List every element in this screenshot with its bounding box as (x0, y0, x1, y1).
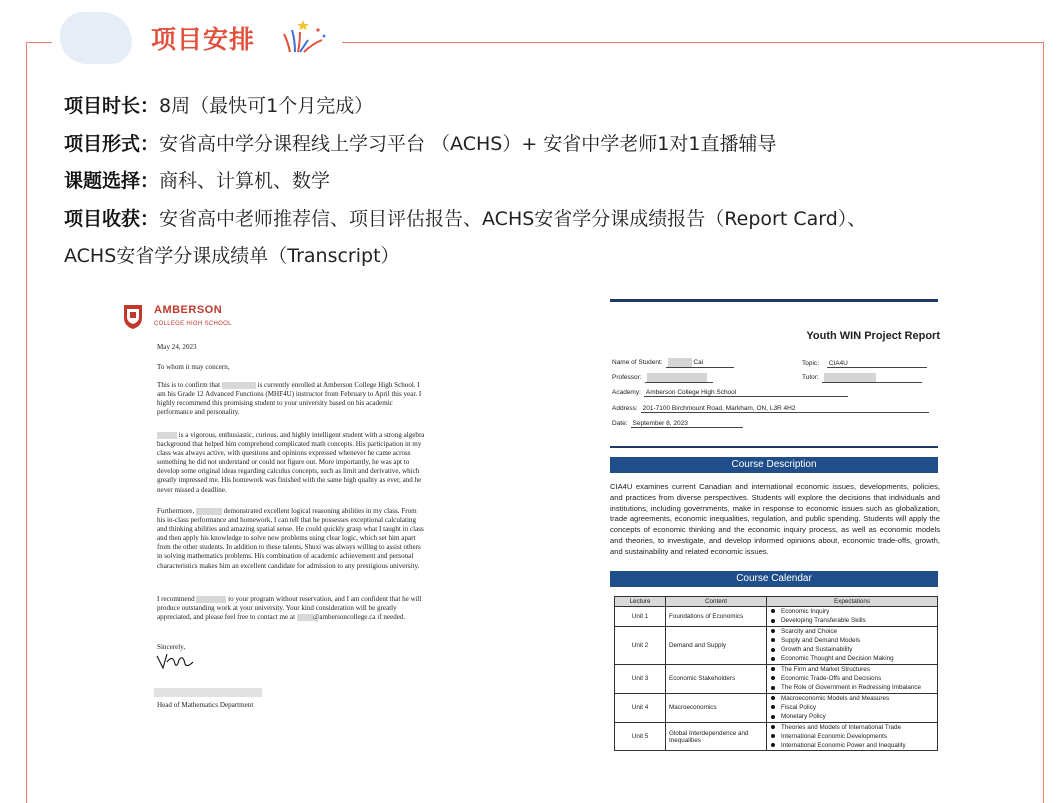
expectation-item (769, 636, 935, 645)
expectations-cell (767, 693, 938, 722)
tutor-label: Tutor: (802, 374, 819, 382)
title-backdrop-shape (60, 12, 132, 64)
table-header-row (615, 597, 938, 607)
letter-salutation: To whom it may concern, (157, 363, 230, 371)
redacted-name (196, 596, 226, 603)
recommendation-letter (110, 290, 450, 750)
expectations-cell (767, 664, 938, 693)
content-cell: Foundations of Economics (666, 607, 767, 627)
student-value: Cai (693, 359, 704, 367)
school-crest-icon (122, 302, 144, 330)
table-row (615, 722, 938, 751)
expectation-text: Growth and Sustainability (781, 646, 853, 654)
expectation-item (769, 732, 935, 741)
letter-paragraph-3 (157, 507, 425, 571)
field-academy (612, 389, 848, 397)
field-address (612, 405, 929, 413)
course-calendar-heading: Course Calendar (610, 571, 938, 587)
expectation-text: Monetary Policy (781, 713, 826, 721)
letter-paragraph-2 (157, 431, 425, 495)
bullet-icon (771, 743, 775, 747)
letter-paragraph-4 (157, 595, 425, 622)
expectation-item (769, 627, 935, 636)
course-description-text: CIA4U examines current Canadian and international economic issues, developments, policies, and practices from diverse perspectives. Students will explore the decisions that individuals and institutions, including governments, make in response to economic issues such as globalization, trade agreements, economic inequalities, regulation, and public spending. Students will apply the concepts of economic thinking and the economic inquiry process, as well as economic models and theories, to investigate, and develop informed opinions about, economic trade-offs, growth, and sustainability and related economic issues. (610, 482, 940, 556)
format-label: 项目形式： (64, 132, 160, 155)
info-row-outcome (64, 201, 1044, 239)
expectations-cell (767, 722, 938, 751)
expectation-item (769, 616, 935, 625)
project-report (608, 296, 942, 756)
topic-label: Topic： (802, 360, 824, 367)
redacted-name (196, 508, 222, 515)
field-tutor (802, 373, 922, 383)
expectation-item (769, 694, 935, 703)
expectation-item (769, 741, 935, 750)
bullet-icon (771, 734, 775, 738)
expectation-text: International Economic Power and Inequality (781, 742, 906, 750)
redacted-name (222, 382, 256, 389)
expectations-cell (767, 607, 938, 627)
bullet-icon (771, 609, 775, 613)
letter-p1-a: This is to confirm that (157, 381, 221, 389)
tutor-value-box (822, 373, 922, 383)
expectation-text: Fiscal Policy (781, 703, 816, 711)
bullet-icon (771, 667, 775, 671)
content-cell: Economic Stakeholders (666, 664, 767, 693)
expectation-text: Scarcity and Choice (781, 627, 837, 635)
expectation-text: The Role of Government in Redressing Imbalance (781, 684, 922, 692)
content-cell: Macroeconomics (666, 693, 767, 722)
topics-label: 课题选择： (64, 170, 160, 192)
letter-p3-a: Furthermore, (157, 507, 195, 515)
expectation-text: International Economic Developments (781, 732, 888, 740)
expectation-text: Supply and Demand Models (781, 636, 861, 644)
expectation-item (769, 654, 935, 663)
letter-p4-b: to your program without reservation, and I am confident that he will produce outstanding work at your university. Your kind consideration will be greatly appreciated, and please feel free to contact me at (157, 595, 422, 622)
report-title: Youth WIN Project Report (806, 330, 940, 342)
expectation-item (769, 712, 935, 721)
letter-date: May 24, 2023 (157, 343, 197, 351)
info-row-format (64, 126, 1044, 164)
lecture-cell: Unit 2 (615, 626, 666, 664)
school-brand: AMBERSON (154, 304, 223, 316)
bullet-icon (771, 696, 775, 700)
table-row (615, 693, 938, 722)
redacted-student-name (668, 358, 692, 367)
date-label: Date: (612, 420, 628, 427)
expectations-cell (767, 626, 938, 664)
expectation-item (769, 674, 935, 683)
expectation-text: Theories and Models of International Trade (781, 723, 902, 731)
academy-value: Amberson College High School (644, 389, 848, 397)
duration-value: 8周（最快可1个月完成） (159, 95, 374, 117)
info-row-outcome-cont (64, 238, 1044, 276)
field-topic (802, 358, 927, 368)
professor-label: Professor: (612, 374, 642, 382)
report-top-rule (610, 299, 938, 302)
redacted-signer-name (154, 688, 262, 697)
bullet-icon (771, 676, 775, 680)
bullet-icon (771, 715, 775, 719)
expectation-text: Economic Trade-Offs and Decisions (781, 675, 882, 683)
bullet-icon (771, 686, 775, 690)
student-label: Name of Student: (612, 359, 663, 367)
field-student (612, 358, 734, 368)
bullet-icon (771, 725, 775, 729)
project-info (64, 88, 1044, 276)
outcome-value-2: ACHS安省学分课成绩单（Transcript） (64, 245, 400, 267)
bullet-icon (771, 705, 775, 709)
info-row-duration (64, 88, 1044, 126)
bullet-icon (771, 619, 775, 623)
date-value: September 8, 2023 (631, 420, 743, 428)
redacted-tutor (824, 373, 876, 382)
lecture-cell: Unit 1 (615, 607, 666, 627)
letter-p4-c: @ambersoncollege.ca if needed. (312, 613, 406, 622)
info-row-topics (64, 163, 1044, 201)
academy-label: Academy: (612, 389, 641, 396)
table-row (615, 626, 938, 664)
report-divider (610, 446, 938, 448)
letter-p2: is a vigorous, enthusiastic, curious, and highly intelligent student with a strong algebra background that helped him comprehend complicated math concepts. His participation in my class was always active, with questions and opinions expressed whenever he came across something he did not understand or could not figure out. More importantly, he was apt to develop some original ideas regarding calculus concepts, such as limit and derivative, which greatly impressed me. His homework was finished with the same high quality as ever, and he never missed a deadline. (157, 431, 425, 494)
letter-p4-a: I recommend (157, 595, 195, 603)
expectation-item (769, 665, 935, 674)
student-value-box (666, 358, 734, 368)
bullet-icon (771, 648, 775, 652)
expectation-text: Economic Inquiry (781, 608, 830, 615)
table-row (615, 607, 938, 627)
signer-title: Head of Mathematics Department (157, 701, 254, 709)
lecture-cell: Unit 4 (615, 693, 666, 722)
expectation-item (769, 607, 935, 616)
expectation-item (769, 645, 935, 654)
letter-paragraph-1 (157, 381, 425, 417)
outcome-label: 项目收获： (64, 207, 160, 230)
content-cell: Demand and Supply (666, 626, 767, 664)
expectation-item (769, 723, 935, 732)
signature-image (155, 650, 195, 672)
redacted-email (297, 614, 313, 621)
course-calendar-table (614, 596, 938, 751)
bullet-icon (771, 657, 775, 661)
redacted-professor (647, 373, 707, 382)
outcome-value-1: 安省高中老师推荐信、项目评估报告、ACHS安省学分课成绩报告（Report Card）、 (159, 207, 867, 230)
expectation-text: Macroeconomic Models and Measures (781, 694, 890, 702)
expectation-item (769, 703, 935, 712)
address-value: 201-7100 Birchmount Road, Markham, ON, L3R 4H2 (641, 405, 929, 413)
letter-p1-b: is currently enrolled at Amberson College High School. I am his Grade 12 Advanced Functions (MHF4U) instructor from February to April this year. I highly recommend this promising student to your university based on his academic performance and personality. (157, 381, 422, 417)
field-date (612, 420, 743, 428)
field-professor (612, 373, 713, 383)
column-header-lecture: Lecture (615, 597, 666, 607)
lecture-cell: Unit 5 (615, 722, 666, 751)
expectation-text: The Firm and Market Structures (781, 665, 870, 673)
duration-label: 项目时长： (64, 95, 160, 117)
redacted-name (157, 432, 177, 439)
column-header-content: Content (666, 597, 767, 607)
bullet-icon (771, 638, 775, 642)
column-header-expectations: Expectations (767, 597, 938, 607)
letter-closing: Sincerely, (157, 643, 186, 651)
format-value: 安省高中学分课程线上学习平台 （ACHS）+ 安省中学老师1对1直播辅导 (159, 132, 777, 155)
expectation-text: Developing Transferable Skills (781, 617, 866, 625)
content-cell: Global Interdependence and Inequalities (666, 722, 767, 751)
lecture-cell: Unit 3 (615, 664, 666, 693)
fireworks-icon (278, 18, 334, 54)
expectation-text: Economic Thought and Decision Making (781, 655, 894, 663)
table-row (615, 664, 938, 693)
topics-value: 商科、计算机、数学 (159, 170, 331, 192)
bullet-icon (771, 629, 775, 633)
letter-p3-b: demonstrated excellent logical reasoning abilities in my class. From his in-class performance and homework, I can tell that he possesses exceptional calculating and thinking abilities and amazing spatial sense. He could quickly grasp what I taught in class and then apply his knowledge to solve new problems using clear logic, which set him apart from the other students. In addition to these talents, Shuxi was always willing to assist others in solving mathematics problems. His combination of academic achievement and personal characteristics makes him an excellent candidate for admission to any prestigious university. (157, 507, 424, 570)
topic-value: CIA4U (827, 360, 927, 368)
professor-value-box (645, 373, 713, 383)
section-title: 项目安排 (151, 25, 256, 54)
address-label: Address: (612, 405, 638, 412)
expectation-item (769, 683, 935, 692)
school-brand-sub: COLLEGE HIGH SCHOOL (154, 321, 232, 327)
course-description-heading: Course Description (610, 457, 938, 473)
